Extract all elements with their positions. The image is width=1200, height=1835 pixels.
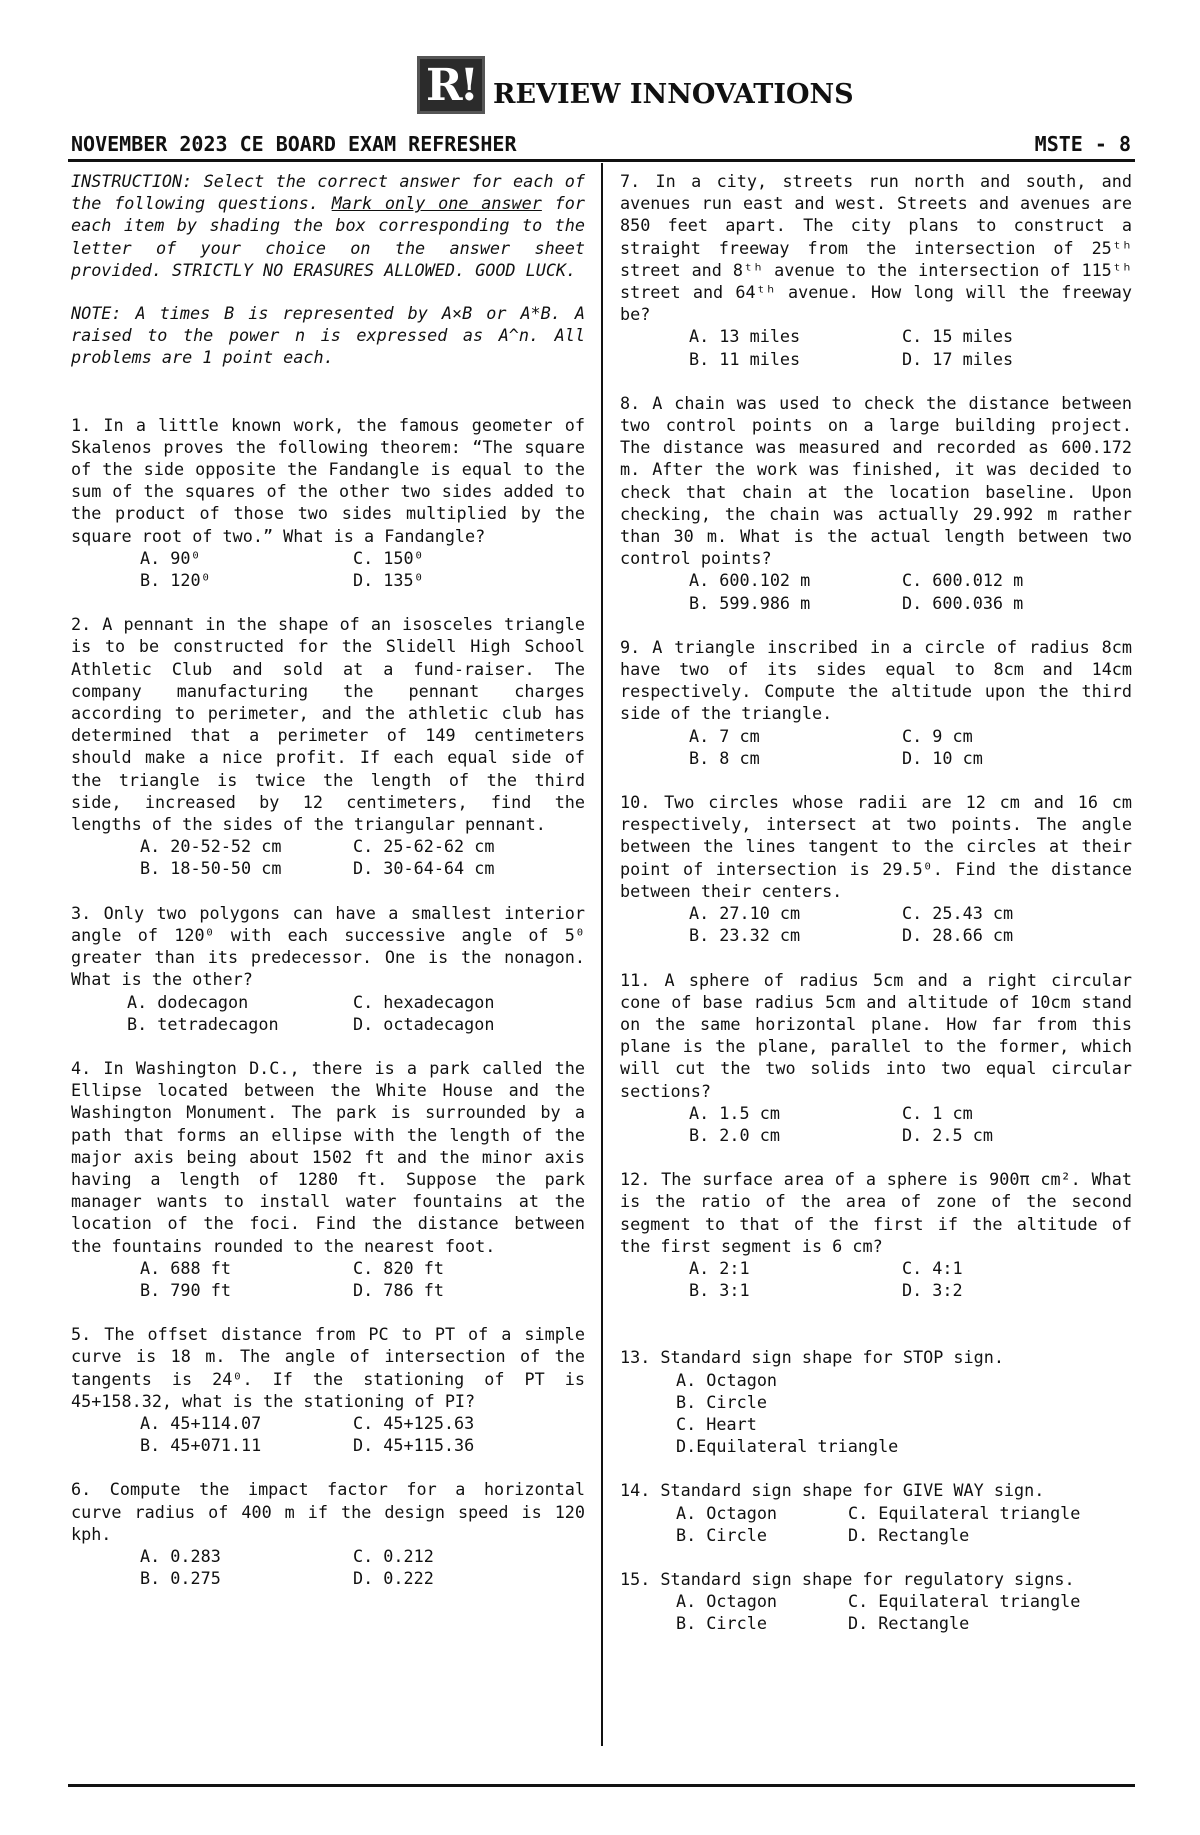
footer-rule bbox=[68, 1784, 1135, 1787]
question-text: 10. Two circles whose radii are 12 cm and 16 cm respectively, intersect at two points. The angle between the lines tangent to the circles at their point of intersection is 29.5⁰. Find the distance between their centers. bbox=[620, 792, 1132, 901]
exam-code: MSTE - 8 bbox=[1034, 132, 1131, 156]
choice: C. 9 cm bbox=[902, 725, 973, 746]
exam-title: NOVEMBER 2023 CE BOARD EXAM REFRESHER bbox=[71, 132, 517, 156]
question-text: 13. Standard sign shape for STOP sign. bbox=[620, 1347, 1004, 1368]
question-8 bbox=[620, 392, 1132, 614]
answer-choices bbox=[689, 725, 1132, 769]
question-11 bbox=[620, 969, 1132, 1147]
choice: D. octadecagon bbox=[353, 1013, 495, 1034]
question-text: 11. A sphere of radius 5cm and a right circular cone of base radius 5cm and altitude of 10cm stand on the same horizontal plane. How far from this plane is the plane, parallel to the former, which will cut the two solids into two equal circular sections? bbox=[620, 969, 1132, 1101]
choice: D. 10 cm bbox=[902, 747, 983, 768]
answer-choices bbox=[689, 1257, 1132, 1301]
header-rule bbox=[68, 159, 1135, 162]
question-4 bbox=[71, 1057, 585, 1301]
choice: D. 600.036 m bbox=[902, 592, 1024, 613]
answer-choices bbox=[140, 835, 585, 879]
choice: C. 45+125.63 bbox=[353, 1412, 475, 1433]
choice: C. 1 cm bbox=[902, 1102, 973, 1123]
choice: B. Circle bbox=[676, 1391, 767, 1412]
answer-choices bbox=[676, 1369, 1132, 1458]
question-13 bbox=[620, 1346, 1132, 1457]
choice: B. 790 ft bbox=[140, 1279, 231, 1300]
choice: A. 13 miles bbox=[689, 326, 801, 347]
choice: A. 20-52-52 cm bbox=[140, 836, 282, 857]
choice: B. Circle bbox=[676, 1524, 767, 1545]
choice: D. Rectangle bbox=[848, 1613, 970, 1634]
answer-choices bbox=[676, 1590, 1132, 1634]
choice: C. 820 ft bbox=[353, 1257, 444, 1278]
choice: A. 7 cm bbox=[689, 725, 760, 746]
choice: A. 600.102 m bbox=[689, 570, 811, 591]
choice: D. 28.66 cm bbox=[902, 925, 1014, 946]
left-column bbox=[71, 170, 585, 1589]
choice: A. 688 ft bbox=[140, 1257, 231, 1278]
choice: A. Octagon bbox=[676, 1502, 778, 1523]
answer-choices bbox=[689, 569, 1132, 613]
question-text: 8. A chain was used to check the distance between two control points on a large building project. The distance was measured and recorded as 600.172 m. After the work was finished, it was decided to check that chain at the location baseline. Upon checking, the chain was actually 29.992 m rather than 30 m. What is the actual length between two control points? bbox=[620, 392, 1132, 569]
question-text: 12. The surface area of a sphere is 900π cm². What is the ratio of the area of zone of the second segment to that of the first if the altitude of the first segment is 6 cm? bbox=[620, 1169, 1132, 1256]
question-text: 6. Compute the impact factor for a horizontal curve radius of 400 m if the design speed is 120 kph. bbox=[71, 1479, 585, 1544]
choice: A. 2:1 bbox=[689, 1257, 750, 1278]
question-9 bbox=[620, 636, 1132, 769]
answer-choices bbox=[140, 547, 585, 591]
choice: C. 150⁰ bbox=[353, 547, 424, 568]
choice: A. 45+114.07 bbox=[140, 1412, 262, 1433]
answer-choices bbox=[127, 991, 585, 1035]
choice: C. Heart bbox=[676, 1413, 757, 1434]
choice: D. 3:2 bbox=[902, 1280, 963, 1301]
question-14 bbox=[620, 1479, 1132, 1546]
answer-choices bbox=[140, 1545, 585, 1589]
choice: D.Equilateral triangle bbox=[676, 1436, 899, 1457]
question-12 bbox=[620, 1168, 1132, 1301]
logo-mark: R! bbox=[417, 56, 485, 114]
question-text: 5. The offset distance from PC to PT of a simple curve is 18 m. The angle of intersection of the tangents is 24⁰. If the stationing of PT is 45+158.32, what is the stationing of PI? bbox=[71, 1324, 585, 1411]
note-text: NOTE: A times B is represented by A×B or A*B. A raised to the power n is expressed as A^n. All problems are 1 point each. bbox=[71, 303, 585, 368]
answer-choices bbox=[140, 1257, 585, 1301]
answer-choices bbox=[689, 325, 1132, 369]
choice: B. 599.986 m bbox=[689, 592, 811, 613]
choice: A. Octagon bbox=[676, 1369, 778, 1390]
choice: C. 25-62-62 cm bbox=[353, 836, 495, 857]
question-text: 4. In Washington D.C., there is a park called the Ellipse located between the White House and the Washington Monument. The park is surrounded by a path that forms an ellipse with the length of the major axis being about 1502 ft and the minor axis having a length of 1280 ft. Suppose the park manager wants to install water fountains at the location of the foci. Find the distance between the fountains rounded to the nearest foot. bbox=[71, 1057, 585, 1256]
choice: A. 90⁰ bbox=[140, 547, 201, 568]
choice: B. Circle bbox=[676, 1613, 767, 1634]
question-10 bbox=[620, 791, 1132, 946]
answer-choices bbox=[689, 1102, 1132, 1146]
question-6 bbox=[71, 1478, 585, 1589]
question-5 bbox=[71, 1323, 585, 1456]
question-3 bbox=[71, 902, 585, 1035]
choice: A. 27.10 cm bbox=[689, 903, 801, 924]
choice: B. 45+071.11 bbox=[140, 1435, 262, 1456]
question-2 bbox=[71, 613, 585, 879]
right-column bbox=[620, 170, 1132, 1635]
choice: B. 120⁰ bbox=[140, 570, 211, 591]
choice: B. tetradecagon bbox=[127, 1013, 279, 1034]
choice: D. 135⁰ bbox=[353, 570, 424, 591]
choice: B. 8 cm bbox=[689, 747, 760, 768]
choice: B. 23.32 cm bbox=[689, 925, 801, 946]
question-text: 14. Standard sign shape for GIVE WAY sign. bbox=[620, 1480, 1045, 1501]
question-1 bbox=[71, 414, 585, 592]
question-text: 2. A pennant in the shape of an isosceles triangle is to be constructed for the Slidell High School Athletic Club and sold at a fund-raiser. The company manufacturing the pennant charges according to perimeter, and the athletic club has determined that a perimeter of 149 centimeters should make a nice profit. If each equal side of the triangle is twice the length of the third side, increased by 12 centimeters, find the lengths of the sides of the triangular pennant. bbox=[71, 614, 585, 835]
question-text: 9. A triangle inscribed in a circle of radius 8cm have two of its sides equal to 8cm and 14cm respectively. Compute the altitude upon the third side of the triangle. bbox=[620, 636, 1132, 724]
choice: D. 17 miles bbox=[902, 348, 1014, 369]
choice: D. 786 ft bbox=[353, 1279, 444, 1300]
question-text: 1. In a little known work, the famous geometer of Skalenos proves the following theorem: “The square of the side opposite the Fandangle is equal to the sum of the squares of the other two sides added to the product of those two sides multiplied by the square root of two.” What is a Fandangle? bbox=[71, 414, 585, 546]
choice: B. 18-50-50 cm bbox=[140, 858, 282, 879]
choice: C. 4:1 bbox=[902, 1257, 963, 1278]
choice: C. 0.212 bbox=[353, 1545, 434, 1566]
choice: D. 45+115.36 bbox=[353, 1435, 475, 1456]
choice: B. 3:1 bbox=[689, 1280, 750, 1301]
brand-logo bbox=[417, 56, 854, 114]
question-15 bbox=[620, 1568, 1132, 1635]
choice: D. Rectangle bbox=[848, 1524, 970, 1545]
choice: C. 600.012 m bbox=[902, 570, 1024, 591]
choice: C. 25.43 cm bbox=[902, 903, 1014, 924]
column-divider bbox=[601, 163, 603, 1746]
answer-choices bbox=[676, 1502, 1132, 1546]
choice: D. 30-64-64 cm bbox=[353, 858, 495, 879]
logo-name: REVIEW INNOVATIONS bbox=[493, 78, 854, 110]
question-text: 3. Only two polygons can have a smallest interior angle of 120⁰ with each successive angle of 5⁰ greater than its predecessor. One is the nonagon. What is the other? bbox=[71, 902, 585, 990]
question-text: 15. Standard sign shape for regulatory signs. bbox=[620, 1568, 1075, 1589]
choice: B. 11 miles bbox=[689, 348, 801, 369]
choice: A. dodecagon bbox=[127, 991, 249, 1012]
answer-choices bbox=[689, 902, 1132, 946]
choice: C. 15 miles bbox=[902, 326, 1014, 347]
choice: C. Equilateral triangle bbox=[848, 1591, 1081, 1612]
answer-choices bbox=[140, 1412, 585, 1456]
choice: A. 1.5 cm bbox=[689, 1102, 780, 1123]
choice: A. Octagon bbox=[676, 1591, 778, 1612]
instruction-text: INSTRUCTION: Select the correct answer for each of the following questions. Mark only one answer for each item by shading the box corresponding to the letter of your choice on the answer sheet provided. STRICTLY NO ERASURES ALLOWED. GOOD LUCK. bbox=[71, 171, 585, 280]
question-7 bbox=[620, 170, 1132, 370]
question-text: 7. In a city, streets run north and south, and avenues run east and west. Streets and avenues are 850 feet apart. The city plans to construct a straight freeway from the intersection of 25ᵗʰ street and 8ᵗʰ avenue to the intersection of 115ᵗʰ street and 64ᵗʰ avenue. How long will the freeway be? bbox=[620, 171, 1132, 325]
choice: B. 0.275 bbox=[140, 1568, 221, 1589]
choice: A. 0.283 bbox=[140, 1545, 221, 1566]
choice: B. 2.0 cm bbox=[689, 1124, 780, 1145]
choice: D. 0.222 bbox=[353, 1568, 434, 1589]
choice: C. Equilateral triangle bbox=[848, 1502, 1081, 1523]
choice: C. hexadecagon bbox=[353, 991, 495, 1012]
choice: D. 2.5 cm bbox=[902, 1124, 993, 1145]
